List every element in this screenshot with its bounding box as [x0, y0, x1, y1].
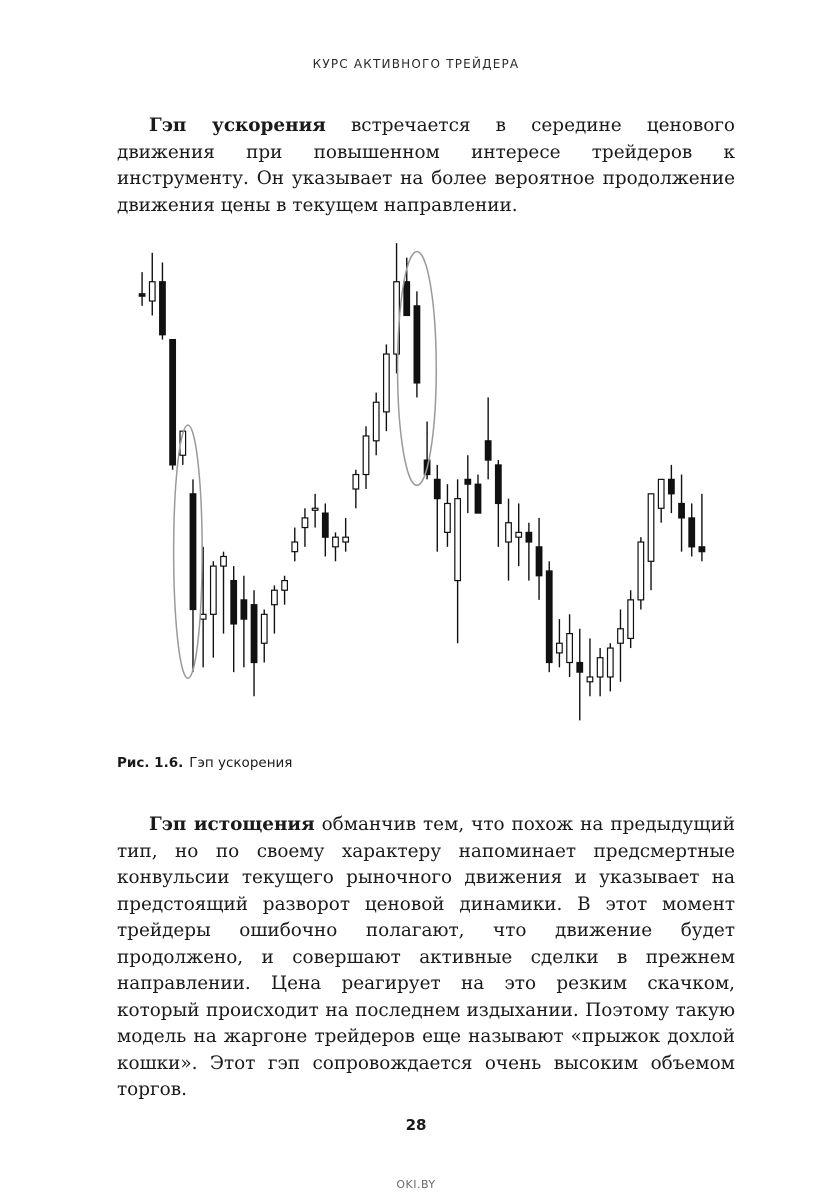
candle-body [231, 581, 237, 624]
candle-body [658, 479, 664, 508]
candle [608, 643, 614, 691]
candle [445, 484, 451, 547]
candle [536, 518, 542, 600]
candle-body [363, 436, 369, 475]
candle [475, 475, 481, 514]
candle-body [648, 494, 654, 561]
candle [689, 503, 695, 556]
figure-label: Рис. 1.6. [117, 755, 184, 771]
candle-body [577, 663, 583, 673]
watermark: OKI.BY [396, 1178, 436, 1191]
candle [292, 528, 298, 562]
figure-caption-text: Гэп ускорения [189, 755, 293, 771]
candle-body [465, 479, 471, 484]
candle-body [587, 677, 593, 682]
candle-body [608, 648, 614, 677]
candle-body [506, 523, 512, 542]
candle-body [149, 282, 155, 301]
paragraph-acceleration-gap [117, 113, 735, 219]
candle [669, 465, 675, 513]
candle-body [282, 581, 288, 591]
candle-body [597, 658, 603, 677]
running-head: КУРС АКТИВНОГО ТРЕЙДЕРА [312, 57, 520, 71]
candle [526, 523, 532, 581]
candle-body [200, 614, 206, 619]
candle [373, 393, 379, 456]
candle-body [567, 634, 573, 663]
candle-body [312, 508, 318, 510]
candle-body [546, 571, 552, 663]
candle [414, 291, 420, 397]
candle-body [261, 614, 267, 643]
candle [251, 590, 257, 696]
candle-body [557, 643, 563, 653]
candle-body [353, 475, 359, 489]
candle [363, 426, 369, 489]
gap-highlight-ellipse [174, 425, 203, 678]
paragraph-exhaustion-gap [117, 812, 735, 1104]
candle-body [323, 513, 329, 537]
candle [597, 648, 603, 696]
candle-body [292, 542, 298, 552]
candle [261, 610, 267, 663]
candle-body [404, 282, 410, 316]
candle [618, 610, 624, 682]
candle [333, 532, 339, 561]
candle [241, 576, 247, 668]
candlestick-chart-svg [117, 240, 717, 740]
candle [567, 614, 573, 677]
candle [699, 494, 705, 561]
term-exhaustion-gap: Гэп истощения [149, 814, 315, 835]
candle-body [211, 566, 217, 614]
candlestick-chart [117, 240, 717, 740]
candle [516, 503, 522, 566]
candle-body [496, 465, 502, 504]
candle [170, 340, 176, 470]
candle-body [455, 499, 461, 581]
candle [679, 475, 685, 552]
candle-body [638, 542, 644, 600]
candle-body [699, 547, 705, 552]
candle [282, 576, 288, 605]
candle-body [160, 282, 166, 335]
candle-body [170, 340, 176, 465]
candle [149, 253, 155, 316]
candle-body [689, 518, 695, 547]
candle-body [139, 294, 145, 296]
candle-body [333, 537, 339, 547]
candle [485, 397, 491, 479]
candle [353, 470, 359, 509]
candle-body [679, 503, 685, 517]
figure-caption [117, 755, 292, 771]
candle [231, 566, 237, 672]
candle-body [516, 532, 522, 537]
candle-body [251, 605, 257, 663]
paragraph-text: встречается в середине ценового движения при повышенном интересе трейдеров к инструменту. Он указывает на более вероятное продолжение движения цены в текущем направлении. [117, 115, 735, 216]
candle [465, 455, 471, 513]
candle-body [302, 518, 308, 528]
candle-body [221, 556, 227, 566]
candle [394, 243, 400, 373]
candle-body [536, 547, 542, 576]
candle-body [526, 532, 532, 542]
candle [628, 590, 634, 648]
candle [211, 561, 217, 657]
candle-body [384, 354, 390, 412]
candle [557, 619, 563, 667]
candle [221, 552, 227, 634]
candle [323, 503, 329, 556]
candle [506, 499, 512, 581]
term-acceleration-gap: Гэп ускорения [149, 115, 326, 136]
candle-body [373, 402, 379, 441]
candle-body [669, 479, 675, 493]
candle [648, 494, 654, 590]
candle [139, 272, 145, 306]
candle [496, 460, 502, 547]
candle [455, 479, 461, 643]
candle [546, 561, 552, 672]
candle-body [414, 306, 420, 383]
candle-body [272, 590, 278, 604]
candle-body [190, 494, 196, 610]
candle-body [434, 479, 440, 498]
candle [434, 465, 440, 552]
candle [180, 431, 186, 465]
candle [190, 479, 196, 672]
candle [577, 629, 583, 721]
candle [272, 585, 278, 633]
candle-body [343, 537, 349, 542]
candle-body [445, 503, 451, 532]
candle [384, 344, 390, 431]
candle [312, 494, 318, 528]
candle [160, 262, 166, 339]
candle [302, 508, 308, 547]
candle-body [475, 484, 481, 513]
candle-body [618, 629, 624, 643]
candle-body [485, 441, 491, 460]
candle [587, 638, 593, 696]
paragraph-text: обманчив тем, что похож на предыдущий тип, но по своему характеру напоминает предсмертные конвульсии текущего рыночного движения и указывает на предстоящий разворот ценовой динамики. В этот момент трейдеры ошибочно полагают, что движение будет продолжено, и совершают активные сделки в прежнем направлении. Цена реагирует на это резким скачком, который происходит на последнем издыхании. Поэтому такую модель на жаргоне трейдеров еще называют «прыжок дохлой кошки». Этот гэп сопровождается очень высоким объемом торгов. [117, 814, 735, 1100]
candle-body [241, 600, 247, 619]
candle [658, 479, 664, 522]
candle [343, 518, 349, 552]
page-number: 28 [405, 1116, 427, 1134]
candle [638, 537, 644, 609]
candle-body [628, 600, 634, 639]
